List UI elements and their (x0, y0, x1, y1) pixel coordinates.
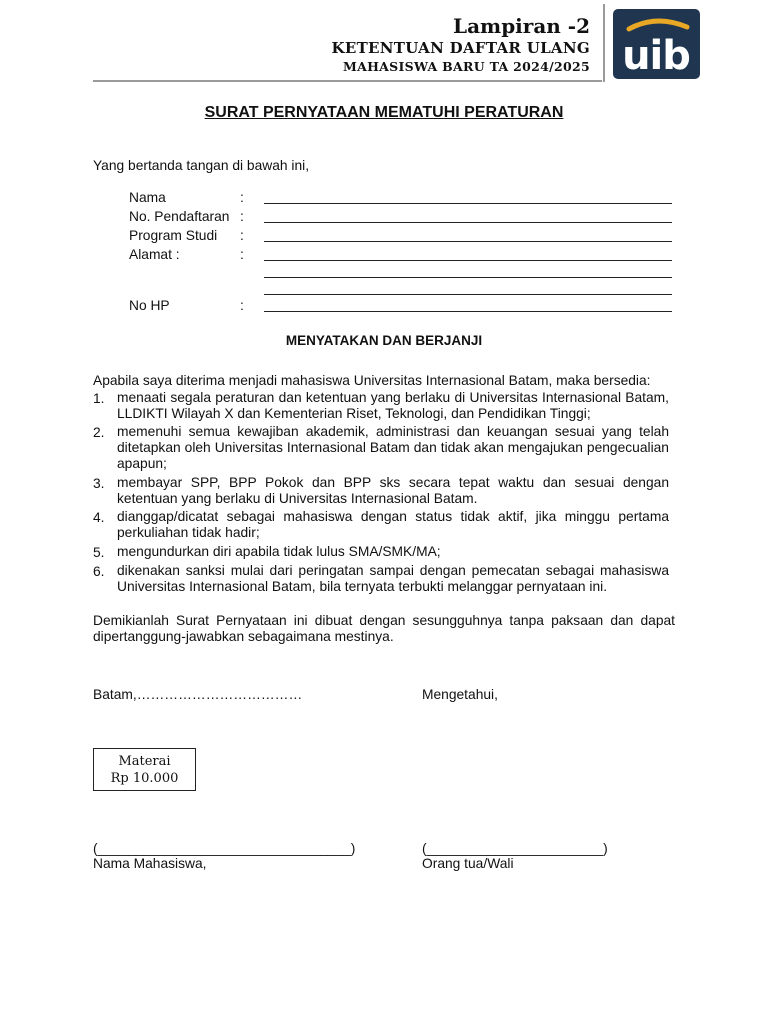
document-title: SURAT PERNYATAAN MEMATUHI PERATURAN (204, 104, 564, 121)
item-number: 4. (93, 510, 105, 525)
field-colon: : (240, 190, 244, 205)
field-line-nama[interactable] (264, 203, 672, 204)
student-name-label: Nama Mahasiswa, (93, 856, 207, 871)
list-item: dianggap/dicatat sebagai mahasiswa dengan status tidak aktif, jika minggu pertama perkuliahan tidak hadir; (117, 509, 669, 540)
field-label-no-hp: No HP (129, 298, 170, 313)
list-item: membayar SPP, BPP Pokok dan BPP sks secara tepat waktu dan sesuai dengan ketentuan yang berlaku di Universitas Internasional Batam. (117, 475, 669, 506)
list-item: mengundurkan diri apabila tidak lulus SMA/SMK/MA; (117, 544, 441, 559)
list-item: menaati segala peraturan dan ketentuan yang berlaku di Universitas Internasional Batam, LLDIKTI Wilayah X dan Kementerian Riset, Teknologi, dan Pendidikan Tinggi; (117, 390, 669, 421)
field-line-no-hp[interactable] (264, 311, 672, 312)
materai-label: Materai (118, 754, 171, 769)
uib-logo-icon (613, 9, 700, 79)
lead-text: Apabila saya diterima menjadi mahasiswa Universitas Internasional Batam, maka bersedia: (93, 373, 651, 388)
field-colon: : (240, 298, 244, 313)
parent-name-label: Orang tua/Wali (422, 856, 514, 871)
svg-text:uib: uib (622, 33, 690, 79)
field-label-nama: Nama (129, 190, 166, 205)
field-colon: : (240, 209, 244, 224)
field-label-alamat: Alamat : (129, 247, 180, 262)
item-number: 6. (93, 564, 105, 579)
field-line-no-pendaftaran[interactable] (264, 222, 672, 223)
header-divider (93, 80, 602, 82)
list-item: dikenakan sanksi mulai dari peringatan sampai dengan pemecatan sebagai mahasiswa Universitas Internasional Batam, bila ternyata terbukti melanggar pernyataan ini. (117, 563, 669, 594)
signature-line-parent[interactable]: (_______________________) (422, 841, 608, 856)
item-number: 5. (93, 545, 105, 560)
item-number: 1. (93, 391, 105, 406)
field-label-program-studi: Program Studi (129, 228, 218, 243)
list-item: memenuhi semua kewajiban akademik, administrasi dan keuangan sesuai yang telah ditetapkan oleh Universitas Internasional Batam dan tidak akan mengajukan pengecualian apapun; (117, 424, 669, 471)
header-ketentuan: KETENTUAN DAFTAR ULANG (331, 39, 590, 57)
place-date: Batam,……………………………… (93, 687, 303, 702)
field-line-alamat-3[interactable] (264, 294, 672, 295)
field-colon: : (240, 247, 244, 262)
signature-line-student[interactable]: (_________________________________) (93, 841, 356, 856)
field-label-no-pendaftaran: No. Pendaftaran (129, 209, 230, 224)
lampiran-label: Lampiran -2 (453, 14, 590, 38)
header-mahasiswa: MAHASISWA BARU TA 2024/2025 (342, 59, 590, 74)
field-colon: : (240, 228, 244, 243)
uib-logo (613, 9, 700, 79)
header-vertical-divider (603, 4, 605, 82)
section-subtitle: MENYATAKAN DAN BERJANJI (285, 333, 483, 348)
field-line-program-studi[interactable] (264, 241, 672, 242)
materai-amount: Rp 10.000 (110, 771, 179, 786)
field-line-alamat-2[interactable] (264, 277, 672, 278)
closing-paragraph: Demikianlah Surat Pernyataan ini dibuat dengan sesungguhnya tanpa paksaan dan dapat dipertanggung-jawabkan sebagaimana mestinya. (93, 613, 675, 644)
intro-text: Yang bertanda tangan di bawah ini, (93, 158, 310, 173)
mengetahui-label: Mengetahui, (422, 687, 498, 702)
materai-stamp-box (93, 748, 196, 791)
field-line-alamat-1[interactable] (264, 260, 672, 261)
item-number: 3. (93, 476, 105, 491)
item-number: 2. (93, 425, 105, 440)
